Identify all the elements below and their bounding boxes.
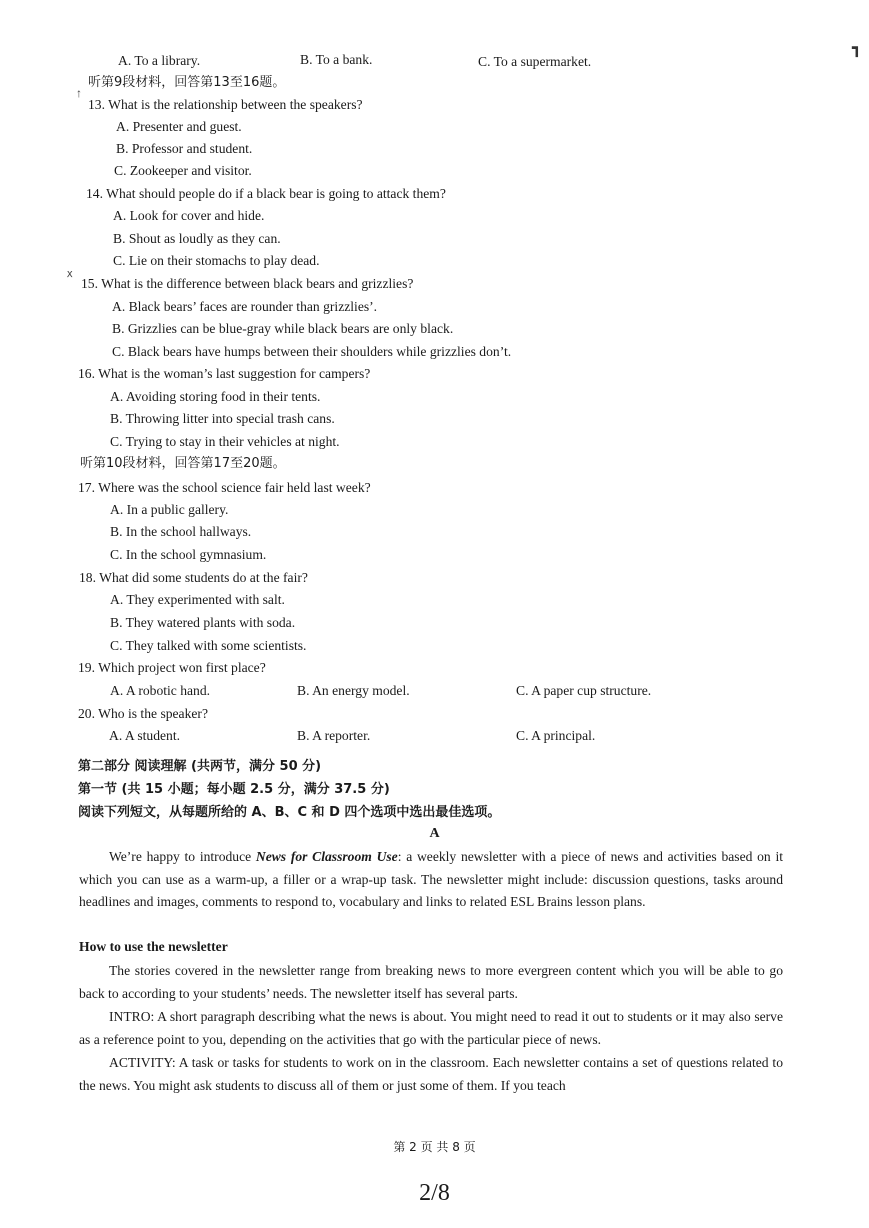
q19-option-c: C. A paper cup structure.: [516, 683, 652, 698]
question-13: 13. What is the relationship between the speakers?: [88, 97, 363, 112]
q19-option-a: A. A robotic hand.: [110, 683, 211, 698]
q17-option-a: A. In a public gallery.: [110, 502, 229, 517]
q15-option-a: A. Black bears’ faces are rounder than grizzlies’.: [112, 299, 378, 314]
q16-option-a: A. Avoiding storing food in their tents.: [110, 389, 321, 404]
section-9-instruction: 听第9段材料，回答第13至16题。: [88, 75, 286, 90]
q14-option-a: A. Look for cover and hide.: [113, 208, 265, 223]
corner-mark: ┓: [852, 40, 862, 57]
question-19: 19. Which project won first place?: [78, 660, 266, 675]
q18-option-b: B. They watered plants with soda.: [110, 615, 296, 630]
passage-title: A: [429, 826, 440, 841]
section-10-instruction: 听第10段材料，回答第17至20题。: [80, 456, 286, 471]
q16-option-c: C. Trying to stay in their vehicles at night.: [110, 434, 340, 449]
passage-paragraph-4: ACTIVITY: A task or tasks for students to work on in the classroom. Each newsletter contains a set of questions related to the news. You might ask students to discuss all of them or just some of them. If you teach: [79, 1055, 783, 1093]
question-14: 14. What should people do if a black bear is going to attack them?: [86, 186, 446, 201]
reading-instruction: 阅读下列短文，从每题所给的 A、B、C 和 D 四个选项中选出最佳选项。: [78, 805, 501, 820]
q17-option-c: C. In the school gymnasium.: [110, 547, 267, 562]
q18-option-a: A. They experimented with salt.: [110, 592, 285, 607]
q13-option-b: B. Professor and student.: [116, 141, 253, 156]
q15-option-c: C. Black bears have humps between their shoulders while grizzlies don’t.: [112, 344, 512, 359]
q20-option-a: A. A student.: [109, 728, 180, 743]
q12-option-b: B. To a bank.: [300, 52, 373, 67]
passage-paragraph-3: INTRO: A short paragraph describing what the news is about. You might need to read it out to students or it may also serve as a reference point to you, depending on the activities that go with the particular piece of news.: [79, 1009, 783, 1047]
question-18: 18. What did some students do at the fair?: [79, 570, 308, 585]
newsletter-name: News for Classroom Use: [255, 849, 398, 864]
pen-mark: ᕽ: [66, 270, 74, 286]
q18-option-c: C. They talked with some scientists.: [110, 638, 307, 653]
q12-option-a: A. To a library.: [118, 53, 201, 68]
page-footer: 第 2 页 共 8 页: [393, 1140, 476, 1154]
q13-option-a: A. Presenter and guest.: [116, 119, 242, 134]
question-17: 17. Where was the school science fair held last week?: [78, 480, 371, 495]
q20-option-c: C. A principal.: [516, 728, 596, 743]
q16-option-b: B. Throwing litter into special trash cans.: [110, 411, 335, 426]
p1-text-end: : a weekly newsletter with a piece of news and activities based on it which you can use as a warm-up, a filler or a wrap-up task. The newsletter might include: discussion questions, tasks around headlines and images, comments to respond to, vocabulary and links to related ESL Brains lesson plans.: [79, 849, 783, 910]
question-16: 16. What is the woman’s last suggestion for campers?: [78, 366, 371, 381]
q17-option-b: B. In the school hallways.: [110, 524, 252, 539]
q12-option-c: C. To a supermarket.: [478, 54, 592, 69]
q13-option-c: C. Zookeeper and visitor.: [114, 163, 252, 178]
pen-mark: ↑: [76, 86, 82, 100]
q14-option-b: B. Shout as loudly as they can.: [113, 231, 281, 246]
q14-option-c: C. Lie on their stomachs to play dead.: [113, 253, 320, 268]
question-15: 15. What is the difference between black bears and grizzlies?: [81, 276, 414, 291]
q20-option-b: B. A reporter.: [297, 728, 371, 743]
passage-paragraph-2: The stories covered in the newsletter range from breaking news to more evergreen content which you will be able to go back to according to your students’ needs. The newsletter itself has several parts.: [79, 963, 783, 1001]
q19-option-b: B. An energy model.: [297, 683, 410, 698]
passage-paragraph-1: [79, 846, 783, 914]
page-number: 2/8: [419, 1180, 450, 1206]
q15-option-b: B. Grizzlies can be blue-gray while black bears are only black.: [112, 321, 454, 336]
question-20: 20. Who is the speaker?: [78, 706, 208, 721]
p1-text-start: We’re happy to introduce: [109, 849, 256, 864]
section-1-heading: 第一节 (共 15 小题；每小题 2.5 分，满分 37.5 分): [78, 782, 390, 797]
how-to-use-heading: How to use the newsletter: [79, 939, 228, 954]
part-2-heading: 第二部分 阅读理解 (共两节，满分 50 分): [78, 759, 322, 774]
